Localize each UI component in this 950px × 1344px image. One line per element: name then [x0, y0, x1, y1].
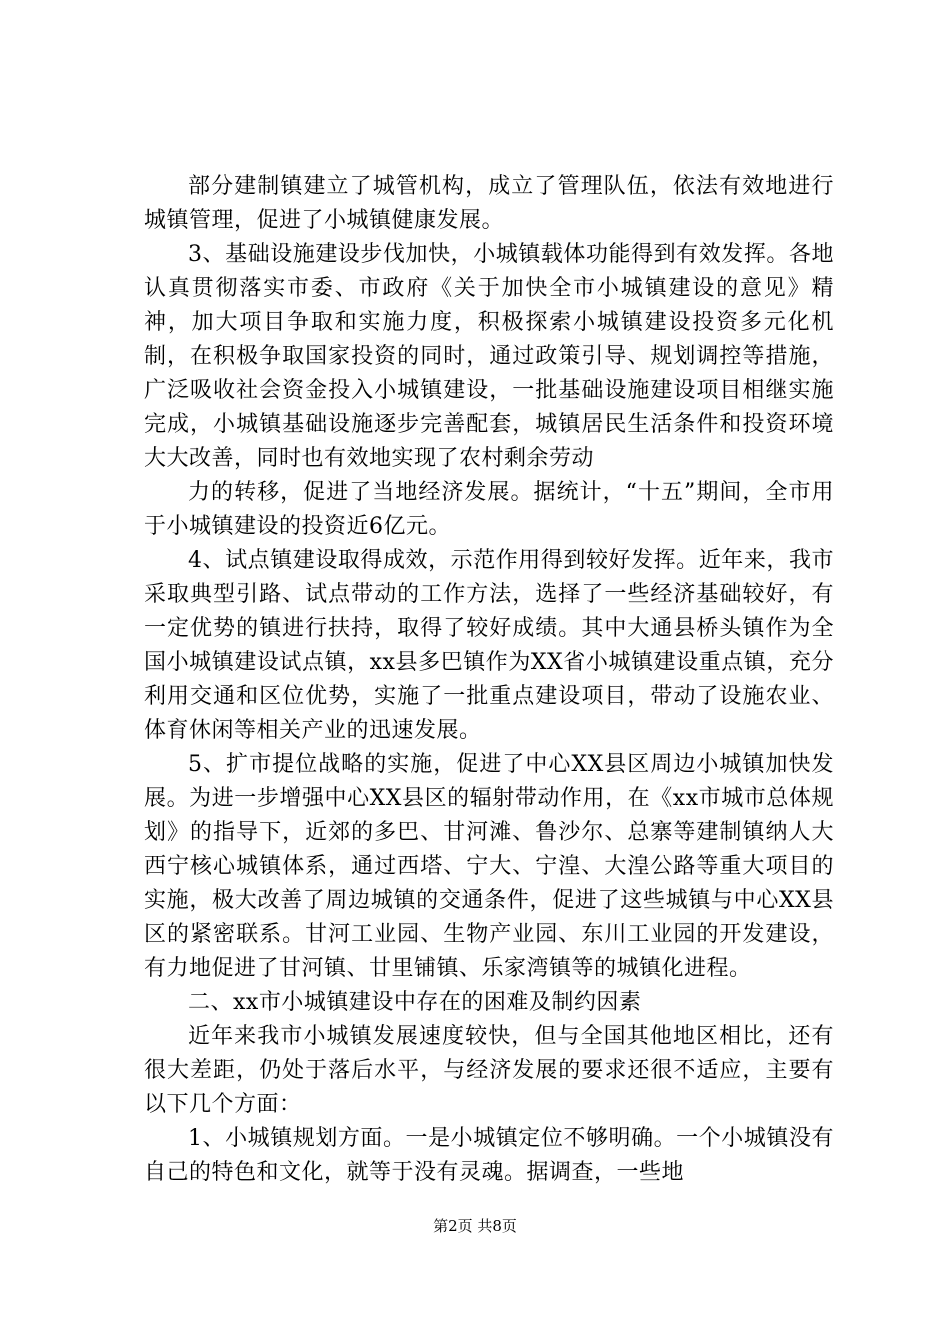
paragraph-5: 5、扩市提位战略的实施，促进了中心XX县区周边小城镇加快发展。为进一步增强中心XX县区的辐射带动作用，在《xx市城市总体规划》的指导下，近郊的多巴、甘河滩、鲁沙尔、总寨等建制镇纳人大西宁核心城镇体系，通过西塔、宁大、宁湟、大湟公路等重大项目的实施，极大改善了周边城镇的交通条件，促进了这些城镇与中心XX县区的紧密联系。甘河工业园、生物产业园、东川工业园的开发建设，有力地促进了甘河镇、廿里铺镇、乐家湾镇等的城镇化进程。 [144, 752, 834, 981]
document-body [144, 170, 834, 1190]
section-heading: 二、xx市小城镇建设中存在的困难及制约因素 [188, 990, 642, 1015]
paragraph-2: 3、基础设施建设步伐加快，小城镇载体功能得到有效发挥。各地认真贯彻落实市委、市政府《关于加快全市小城镇建设的意见》精神，加大项目争取和实施力度，积极探索小城镇建设投资多元化机制，在积极争取国家投资的同时，通过政策引导、规划调控等措施，广泛吸收社会资金投入小城镇建设，一批基础设施建设项目相继实施完成，小城镇基础设施逐步完善配套，城镇居民生活条件和投资环境大大改善，同时也有效地实现了农村剩余劳动 [144, 242, 834, 471]
page-number-footer: 第2页 共8页 [433, 1217, 517, 1235]
paragraph-3: 力的转移，促进了当地经济发展。据统计，“十五”期间，全市用于小城镇建设的投资近6亿元。 [144, 480, 834, 539]
paragraph-1: 部分建制镇建立了城管机构，成立了管理队伍，依法有效地进行城镇管理，促进了小城镇健康发展。 [144, 174, 834, 233]
paragraph-8: 1、小城镇规划方面。一是小城镇定位不够明确。一个小城镇没有自己的特色和文化，就等于没有灵魂。据调查，一些地 [144, 1126, 834, 1185]
paragraph-4: 4、试点镇建设取得成效，示范作用得到较好发挥。近年来，我市采取典型引路、试点带动的工作方法，选择了一些经济基础较好，有一定优势的镇进行扶持，取得了较好成绩。其中大通县桥头镇作为全国小城镇建设试点镇，xx县多巴镇作为XX省小城镇建设重点镇，充分利用交通和区位优势，实施了一批重点建设项目，带动了设施农业、体育休闲等相关产业的迅速发展。 [144, 548, 834, 743]
paragraph-7: 近年来我市小城镇发展速度较快，但与全国其他地区相比，还有很大差距，仍处于落后水平，与经济发展的要求还很不适应，主要有以下几个方面： [144, 1024, 834, 1117]
